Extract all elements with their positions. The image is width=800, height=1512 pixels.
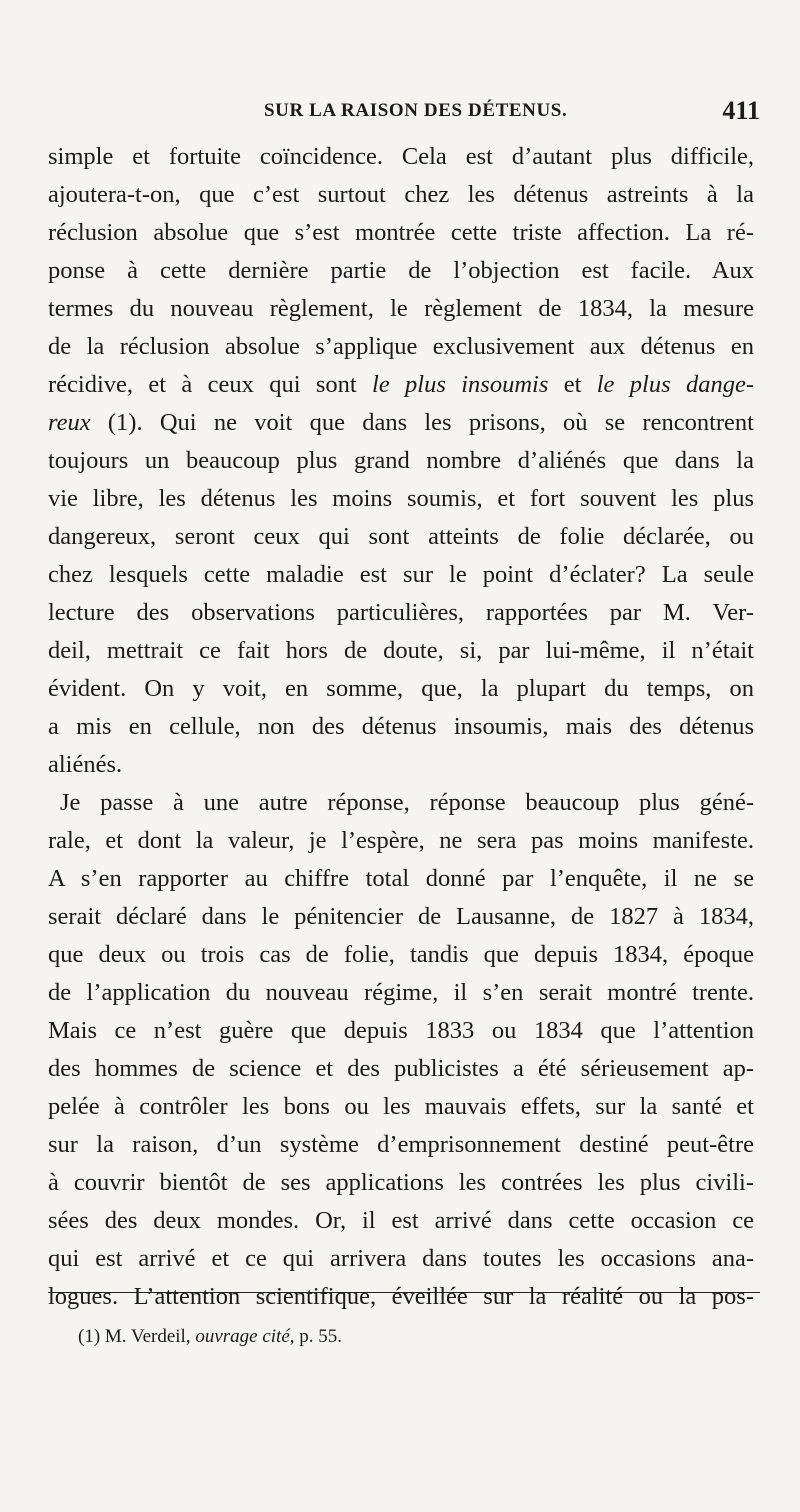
italic-phrase: reux: [48, 409, 91, 436]
text-run: récidive, et à ceux qui sont: [48, 371, 373, 398]
page-number: 411: [722, 96, 760, 125]
text-line: [48, 936, 754, 974]
footnote-marker: (1) M. Verdeil,: [78, 1326, 196, 1347]
text-run: pelée à contrôler les bons ou les mauvais effets, sur la santé et: [48, 1093, 754, 1120]
text-line: [48, 404, 754, 442]
text-run: dangereux, seront ceux qui sont atteints de folie déclarée, ou: [48, 523, 754, 550]
text-run: termes du nouveau règlement, le règlement de 1834, la mesure: [48, 295, 754, 322]
text-run: Mais ce n’est guère que depuis 1833 ou 1834 que l’attention: [48, 1017, 754, 1044]
text-run: chez lesquels cette maladie est sur le point d’éclater? La seule: [48, 561, 754, 588]
text-line: [48, 1164, 754, 1202]
footnote: [78, 1326, 342, 1348]
text-run: ponse à cette dernière partie de l’objection est facile. Aux: [48, 257, 754, 284]
text-line: [48, 1012, 754, 1050]
text-line: [48, 1202, 754, 1240]
text-line: [48, 290, 754, 328]
text-line: [48, 670, 754, 708]
text-run: (1). Qui ne voit que dans les prisons, où se rencontrent: [90, 409, 754, 436]
text-line: [48, 176, 754, 214]
text-run: ajoutera-t-on, que c’est surtout chez les détenus astreints à la: [48, 181, 754, 208]
text-line: [48, 442, 754, 480]
text-run: évident. On y voit, en somme, que, la plupart du temps, on: [48, 675, 754, 702]
text-run: et: [548, 371, 597, 398]
text-line: [48, 1240, 754, 1278]
text-line: [48, 1050, 754, 1088]
text-run: vie libre, les détenus les moins soumis, et fort souvent les plus: [48, 485, 754, 512]
footnote-italic: ouvrage cité: [195, 1326, 290, 1347]
text-line: [48, 708, 754, 746]
italic-phrase: le plus insoumis: [372, 371, 549, 398]
footnote-rule: [48, 1292, 760, 1293]
text-line: [48, 898, 754, 936]
text-line: [48, 1278, 754, 1316]
text-run: réclusion absolue que s’est montrée cette triste affection. La ré-: [48, 219, 754, 246]
text-run: aliénés.: [48, 751, 123, 778]
text-line: [48, 594, 754, 632]
text-run: sur la raison, d’un système d’emprisonnement destiné peut-être: [48, 1131, 754, 1158]
text-run: sées des deux mondes. Or, il est arrivé dans cette occasion ce: [48, 1207, 754, 1234]
footnote-tail: , p. 55.: [289, 1326, 343, 1347]
text-run: serait déclaré dans le pénitencier de Lausanne, de 1827 à 1834,: [48, 903, 754, 930]
running-title: SUR LA RAISON DES DÉTENUS.: [264, 100, 568, 121]
body-text: [48, 138, 754, 1316]
text-run: a mis en cellule, non des détenus insoumis, mais des détenus: [48, 713, 754, 740]
text-run: simple et fortuite coïncidence. Cela est d’autant plus difficile,: [48, 143, 754, 170]
text-line: [48, 252, 754, 290]
text-run: qui est arrivé et ce qui arrivera dans toutes les occasions ana-: [48, 1245, 754, 1272]
text-line: [48, 746, 754, 784]
text-run: de la réclusion absolue s’applique exclusivement aux détenus en: [48, 333, 754, 360]
text-run: rale, et dont la valeur, je l’espère, ne sera pas moins manifeste.: [48, 827, 754, 854]
text-line: [48, 860, 754, 898]
italic-phrase: le plus dange-: [596, 371, 754, 398]
text-run: deil, mettrait ce fait hors de doute, si, par lui-même, il n’était: [48, 637, 754, 664]
text-line: [48, 518, 754, 556]
text-line: [48, 784, 754, 822]
text-run: à couvrir bientôt de ses applications les contrées les plus civili-: [48, 1169, 754, 1196]
text-line: [48, 1088, 754, 1126]
text-run: Je passe à une autre réponse, réponse beaucoup plus géné-: [60, 789, 754, 816]
text-run: lecture des observations particulières, rapportées par M. Ver-: [48, 599, 754, 626]
text-line: [48, 632, 754, 670]
text-run: de l’application du nouveau régime, il s’en serait montré trente.: [48, 979, 754, 1006]
text-run: que deux ou trois cas de folie, tandis que depuis 1834, époque: [48, 941, 754, 968]
text-run: logues. L’attention scientifique, éveillée sur la réalité ou la pos-: [48, 1283, 754, 1310]
text-line: [48, 1126, 754, 1164]
text-line: [48, 366, 754, 404]
text-line: [48, 214, 754, 252]
page-header: [48, 96, 760, 132]
text-line: [48, 822, 754, 860]
text-run: des hommes de science et des publicistes a été sérieusement ap-: [48, 1055, 754, 1082]
text-line: [48, 138, 754, 176]
text-line: [48, 328, 754, 366]
text-run: toujours un beaucoup plus grand nombre d’aliénés que dans la: [48, 447, 754, 474]
text-line: [48, 556, 754, 594]
text-line: [48, 480, 754, 518]
text-line: [48, 974, 754, 1012]
text-run: A s’en rapporter au chiffre total donné par l’enquête, il ne se: [48, 865, 754, 892]
